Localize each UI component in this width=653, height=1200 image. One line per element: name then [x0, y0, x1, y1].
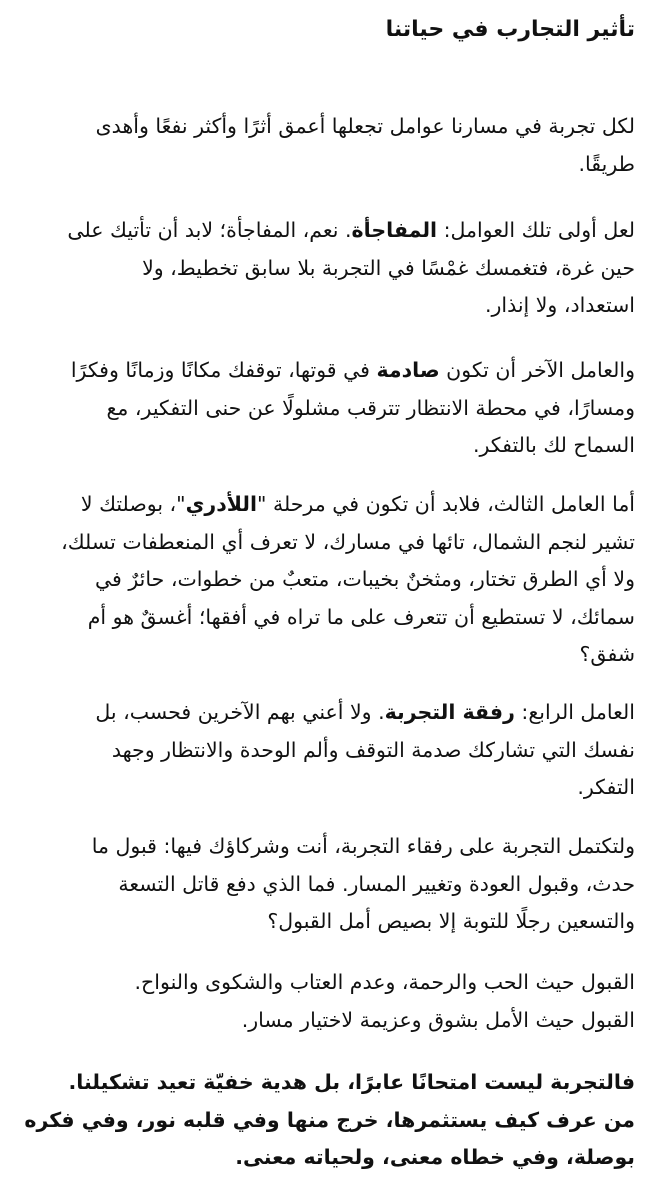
bold-term-shocking: صادمة: [376, 358, 440, 382]
text-run: أما العامل الثالث، فلابد أن تكون في مرحلة ": [257, 492, 635, 516]
paragraph-intro: [20, 108, 635, 183]
text-line: ولا أي الطرق تختار، ومثخنٌ بخيبات، متعبٌ من خطوات، حائرٌ في: [94, 567, 635, 591]
text-run: العامل الرابع:: [514, 700, 635, 724]
article-title: تأثير التجارب في حياتنا: [385, 17, 635, 42]
text-run: في قوتها، توقفك مكانًا وزمانًا وفكرًا: [70, 358, 377, 382]
text-run: . نعم، المفاجأة؛ لابد أن تأتيك على: [67, 218, 352, 242]
text-line: من عرف كيف يستثمرها، خرج منها وفي قلبه نور، وفي فكره: [24, 1107, 635, 1132]
bold-term-companionship: رفقة التجربة: [384, 700, 515, 724]
paragraph-factor-surprise: [20, 212, 635, 325]
paragraph-factor-shock: [20, 352, 635, 465]
text-line: القبول حيث الأمل بشوق وعزيمة لاختيار مسار.: [241, 1007, 635, 1032]
text-line: فالتجربة ليست امتحانًا عابرًا، بل هدية خفيّة تعيد تشكيلنا.: [68, 1070, 635, 1094]
text-line: [20, 486, 635, 524]
text-line: السماح لك بالتفكر.: [472, 433, 635, 457]
text-line: [20, 212, 635, 250]
text-line: شفق؟: [579, 642, 635, 666]
text-line: ومسارًا، في محطة الانتظار تترقب مشلولًا عن حنى التفكير، مع: [106, 395, 635, 420]
paragraph-acceptance: [20, 964, 635, 1039]
text-line: ولتكتمل التجربة على رفقاء التجربة، أنت وشركاؤك فيها: قبول ما: [91, 834, 635, 858]
text-line: والتسعين رجلًا للتوبة إلا بصيص أمل القبول؟: [267, 909, 635, 933]
text-line: [20, 694, 635, 732]
text-line: بوصلة، وفي خطاه معنى، ولحياته معنى.: [235, 1145, 635, 1169]
text-line: القبول حيث الحب والرحمة، وعدم العتاب والشكوى والنواح.: [134, 970, 635, 994]
text-run: والعامل الآخر أن تكون: [439, 358, 635, 382]
text-line: التفكر.: [577, 775, 635, 799]
text-run: . ولا أعني بهم الآخرين فحسب، بل: [95, 700, 385, 724]
text-line: طريقًا.: [578, 151, 635, 176]
text-line: [20, 352, 635, 390]
text-line: سمائك، لا تستطيع أن تتعرف على ما تراه في أفقها؛ أغسقٌ هو أم: [87, 604, 635, 629]
text-line: حين غرة، فتغمسك غمْسًا في التجربة بلا سابق تخطيط، ولا: [142, 255, 635, 280]
text-line: حدث، وقبول العودة وتغيير المسار. فما الذي دفع قاتل التسعة: [118, 871, 635, 896]
bold-term-agnostic: اللأدري: [185, 492, 258, 516]
bold-term-surprise: المفاجأة: [351, 218, 438, 242]
text-line: نفسك التي تشاركك صدمة التوقف وألم الوحدة والانتظار وجهد: [111, 737, 635, 762]
text-run: "، بوصلتك لا: [80, 492, 186, 516]
text-line: استعداد، ولا إنذار.: [484, 293, 635, 317]
paragraph-partners: [20, 828, 635, 941]
text-line: لكل تجربة في مسارنا عوامل تجعلها أعمق أثرًا وأكثر نفعًا وأهدى: [95, 114, 635, 138]
text-run: لعل أولى تلك العوامل:: [437, 218, 635, 242]
text-line: تشير لنجم الشمال، تائها في مسارك، لا تعرف أي المنعطفات تسلك،: [61, 529, 635, 554]
paragraph-factor-uncertainty: [20, 486, 635, 674]
paragraph-factor-companionship: [20, 694, 635, 807]
paragraph-conclusion: [20, 1064, 635, 1177]
